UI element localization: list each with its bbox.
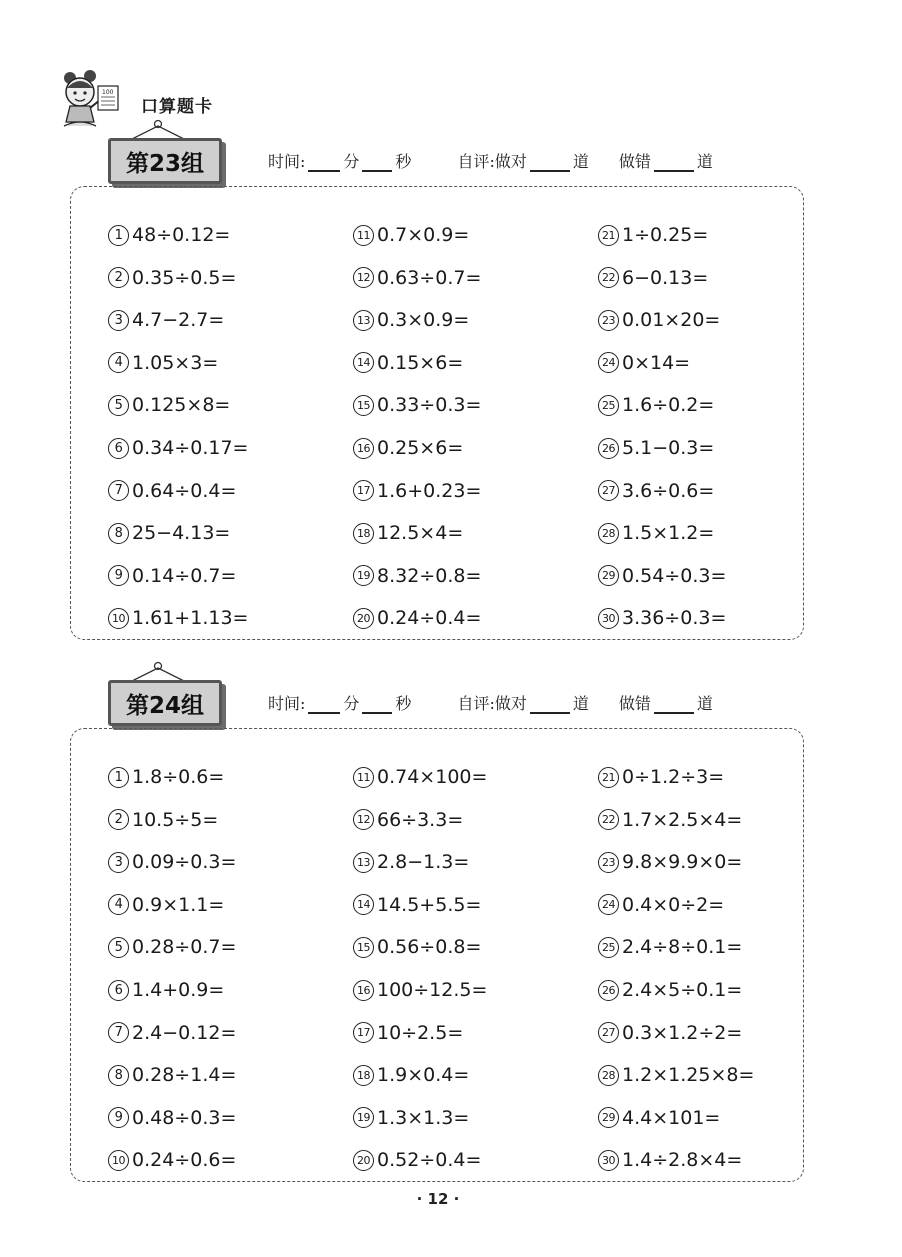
problem-item bbox=[108, 1018, 236, 1048]
problem-number: 29 bbox=[598, 565, 619, 586]
problem-item bbox=[108, 476, 236, 506]
problem-number: 4 bbox=[108, 352, 129, 373]
problem-expression: 0.35÷0.5= bbox=[132, 266, 237, 289]
self-eval-label: 自评:做对 bbox=[457, 694, 527, 713]
group-sign bbox=[108, 138, 222, 182]
problem-expression: 1.2×1.25×8= bbox=[622, 1064, 755, 1087]
problem-number: 1 bbox=[108, 225, 129, 246]
problem-number: 27 bbox=[598, 1022, 619, 1043]
problem-item bbox=[108, 1103, 236, 1133]
problem-item bbox=[598, 975, 742, 1005]
problem-item bbox=[598, 805, 742, 835]
problem-expression: 2.4−0.12= bbox=[132, 1021, 237, 1044]
problem-number: 2 bbox=[108, 809, 129, 830]
problem-number: 21 bbox=[598, 767, 619, 788]
problem-item bbox=[108, 890, 224, 920]
problem-item bbox=[353, 975, 487, 1005]
problem-number: 17 bbox=[353, 1022, 374, 1043]
problem-number: 20 bbox=[353, 608, 374, 629]
problem-expression: 0.28÷1.4= bbox=[132, 1064, 237, 1087]
problem-number: 27 bbox=[598, 480, 619, 501]
problem-item bbox=[598, 263, 708, 293]
correct-count-blank[interactable] bbox=[530, 156, 570, 172]
problem-item bbox=[108, 390, 230, 420]
problem-number: 1 bbox=[108, 767, 129, 788]
problem-expression: 66÷3.3= bbox=[377, 808, 464, 831]
wrong-count-blank[interactable] bbox=[654, 156, 694, 172]
time-label: 时间: bbox=[268, 152, 306, 171]
problem-expression: 1.3×1.3= bbox=[377, 1106, 470, 1129]
problem-expression: 0.3×1.2÷2= bbox=[622, 1021, 743, 1044]
problem-number: 8 bbox=[108, 523, 129, 544]
problem-expression: 3.36÷0.3= bbox=[622, 607, 727, 630]
dao-label: 道 bbox=[696, 152, 713, 171]
problem-number: 21 bbox=[598, 225, 619, 246]
problem-expression: 0.34÷0.17= bbox=[132, 437, 249, 459]
problem-number: 13 bbox=[353, 310, 374, 331]
problem-number: 12 bbox=[353, 809, 374, 830]
group-sign bbox=[108, 680, 222, 724]
minutes-blank[interactable] bbox=[308, 156, 340, 172]
problem-item bbox=[353, 518, 463, 548]
correct-count-blank[interactable] bbox=[530, 698, 570, 714]
problem-item bbox=[108, 1145, 236, 1175]
problem-expression: 0.14÷0.7= bbox=[132, 564, 237, 587]
problem-number: 5 bbox=[108, 395, 129, 416]
problem-expression: 25−4.13= bbox=[132, 522, 231, 545]
problem-item bbox=[353, 220, 469, 250]
problem-expression: 3.6÷0.6= bbox=[622, 479, 715, 502]
problem-expression: 0.48÷0.3= bbox=[132, 1106, 237, 1129]
problem-number: 25 bbox=[598, 937, 619, 958]
problem-number: 30 bbox=[598, 608, 619, 629]
svg-text:100: 100 bbox=[102, 89, 114, 96]
problem-number: 4 bbox=[108, 894, 129, 915]
problem-item bbox=[353, 890, 481, 920]
problem-number: 23 bbox=[598, 852, 619, 873]
problem-item bbox=[353, 762, 487, 792]
minutes-blank[interactable] bbox=[308, 698, 340, 714]
problem-expression: 2.8−1.3= bbox=[377, 851, 470, 874]
problem-number: 3 bbox=[108, 310, 129, 331]
problem-expression: 10÷2.5= bbox=[377, 1021, 464, 1044]
problem-item bbox=[108, 805, 218, 835]
problem-expression: 1.8÷0.6= bbox=[132, 766, 225, 788]
problem-expression: 1.5×1.2= bbox=[622, 522, 715, 545]
problem-number: 28 bbox=[598, 1065, 619, 1086]
problem-expression: 0.15×6= bbox=[377, 351, 464, 374]
group-title: 第24组 bbox=[125, 692, 204, 719]
problem-number: 23 bbox=[598, 310, 619, 331]
problem-number: 10 bbox=[108, 608, 129, 629]
problem-item bbox=[598, 1145, 742, 1175]
problem-expression: 5.1−0.3= bbox=[622, 437, 715, 459]
problem-item bbox=[108, 305, 224, 335]
problem-item bbox=[598, 518, 714, 548]
minutes-label: 分 bbox=[343, 694, 360, 713]
problem-number: 26 bbox=[598, 980, 619, 1001]
problem-item bbox=[353, 348, 463, 378]
problem-expression: 0.28÷0.7= bbox=[132, 936, 237, 959]
problem-expression: 1.61+1.13= bbox=[132, 607, 249, 630]
problem-item bbox=[108, 762, 224, 792]
problem-expression: 0.24÷0.4= bbox=[377, 607, 482, 630]
page-title: 口算题卡 bbox=[141, 97, 213, 117]
problem-item bbox=[108, 220, 230, 250]
girl-with-score-sheet-icon bbox=[58, 70, 122, 132]
problem-number: 13 bbox=[353, 852, 374, 873]
problem-expression: 2.4÷8÷0.1= bbox=[622, 936, 743, 959]
problem-number: 18 bbox=[353, 1065, 374, 1086]
problem-number: 15 bbox=[353, 395, 374, 416]
seconds-blank[interactable] bbox=[362, 698, 392, 714]
problem-number: 3 bbox=[108, 852, 129, 873]
seconds-label: 秒 bbox=[395, 152, 412, 171]
info-row bbox=[268, 690, 788, 714]
problem-item bbox=[598, 348, 690, 378]
problem-expression: 4.7−2.7= bbox=[132, 309, 225, 332]
problem-item bbox=[598, 476, 714, 506]
minutes-label: 分 bbox=[343, 152, 360, 171]
problem-number: 6 bbox=[108, 438, 129, 459]
problem-item bbox=[353, 847, 469, 877]
problem-item bbox=[598, 1018, 742, 1048]
problem-expression: 1.9×0.4= bbox=[377, 1064, 470, 1087]
problem-item bbox=[353, 805, 463, 835]
problem-item bbox=[598, 220, 708, 250]
problem-number: 22 bbox=[598, 809, 619, 830]
dao-label: 道 bbox=[572, 152, 589, 171]
problem-number: 26 bbox=[598, 438, 619, 459]
problem-number: 2 bbox=[108, 267, 129, 288]
problem-expression: 2.4×5÷0.1= bbox=[622, 979, 743, 1001]
problem-number: 5 bbox=[108, 937, 129, 958]
problem-expression: 100÷12.5= bbox=[377, 979, 488, 1001]
seconds-blank[interactable] bbox=[362, 156, 392, 172]
problem-number: 29 bbox=[598, 1107, 619, 1128]
problem-item bbox=[353, 433, 463, 463]
problem-item bbox=[353, 561, 481, 591]
problem-item bbox=[353, 263, 481, 293]
problem-expression: 1.4+0.9= bbox=[132, 979, 225, 1001]
group-title: 第23组 bbox=[125, 150, 204, 177]
problem-expression: 1.4÷2.8×4= bbox=[622, 1149, 743, 1172]
problem-expression: 1.7×2.5×4= bbox=[622, 808, 743, 831]
problem-number: 25 bbox=[598, 395, 619, 416]
problem-number: 14 bbox=[353, 352, 374, 373]
seconds-label: 秒 bbox=[395, 694, 412, 713]
problem-item bbox=[108, 1060, 236, 1090]
problem-expression: 0.52÷0.4= bbox=[377, 1149, 482, 1172]
problem-item bbox=[598, 932, 742, 962]
problem-number: 12 bbox=[353, 267, 374, 288]
problem-number: 19 bbox=[353, 565, 374, 586]
problem-item bbox=[598, 762, 724, 792]
problem-number: 18 bbox=[353, 523, 374, 544]
problem-expression: 1.05×3= bbox=[132, 351, 219, 374]
problem-number: 11 bbox=[353, 225, 374, 246]
problem-number: 7 bbox=[108, 480, 129, 501]
problem-item bbox=[353, 476, 481, 506]
problem-number: 7 bbox=[108, 1022, 129, 1043]
problem-number: 15 bbox=[353, 937, 374, 958]
problem-number: 9 bbox=[108, 565, 129, 586]
problem-item bbox=[353, 1103, 469, 1133]
dao-label: 道 bbox=[696, 694, 713, 713]
problem-item bbox=[108, 263, 236, 293]
problem-number: 30 bbox=[598, 1150, 619, 1171]
page-number: · 12 · bbox=[416, 1190, 460, 1208]
problem-item bbox=[353, 1060, 469, 1090]
problem-expression: 0.4×0÷2= bbox=[622, 893, 725, 916]
problem-expression: 1.6÷0.2= bbox=[622, 394, 715, 417]
problem-item bbox=[598, 847, 742, 877]
problem-expression: 0.74×100= bbox=[377, 766, 488, 788]
problem-item bbox=[353, 932, 481, 962]
problem-expression: 1.6+0.23= bbox=[377, 479, 482, 502]
problem-expression: 14.5+5.5= bbox=[377, 893, 482, 916]
problem-item bbox=[108, 518, 230, 548]
problem-item bbox=[353, 603, 481, 633]
problem-number: 16 bbox=[353, 438, 374, 459]
problem-item bbox=[598, 1103, 720, 1133]
problem-item bbox=[353, 1018, 463, 1048]
problem-item bbox=[353, 390, 481, 420]
problem-number: 19 bbox=[353, 1107, 374, 1128]
problem-number: 24 bbox=[598, 352, 619, 373]
problem-expression: 0.63÷0.7= bbox=[377, 266, 482, 289]
problem-item bbox=[108, 433, 248, 463]
problem-item bbox=[108, 603, 248, 633]
problem-expression: 0.01×20= bbox=[622, 309, 721, 332]
wrong-count-blank[interactable] bbox=[654, 698, 694, 714]
problem-number: 14 bbox=[353, 894, 374, 915]
problem-expression: 0.56÷0.8= bbox=[377, 936, 482, 959]
wrong-label: 做错 bbox=[618, 152, 651, 171]
problem-item bbox=[108, 847, 236, 877]
problem-expression: 8.32÷0.8= bbox=[377, 564, 482, 587]
problem-expression: 0.24÷0.6= bbox=[132, 1149, 237, 1172]
problem-expression: 0.125×8= bbox=[132, 394, 231, 417]
problem-expression: 0.33÷0.3= bbox=[377, 394, 482, 417]
problem-item bbox=[108, 561, 236, 591]
problem-item bbox=[108, 348, 218, 378]
problem-expression: 6−0.13= bbox=[622, 266, 709, 289]
self-eval-label: 自评:做对 bbox=[457, 152, 527, 171]
problem-number: 9 bbox=[108, 1107, 129, 1128]
problem-expression: 0.64÷0.4= bbox=[132, 479, 237, 502]
problem-item bbox=[598, 433, 714, 463]
problem-item bbox=[598, 305, 720, 335]
problem-number: 24 bbox=[598, 894, 619, 915]
group-title-board bbox=[108, 138, 222, 184]
problem-expression: 0.3×0.9= bbox=[377, 309, 470, 332]
problem-item bbox=[353, 305, 469, 335]
problem-item bbox=[598, 561, 726, 591]
problem-expression: 4.4×101= bbox=[622, 1106, 721, 1129]
problem-number: 16 bbox=[353, 980, 374, 1001]
problem-expression: 0×14= bbox=[622, 351, 691, 374]
problem-number: 11 bbox=[353, 767, 374, 788]
group-title-board bbox=[108, 680, 222, 726]
problem-item bbox=[598, 390, 714, 420]
wrong-label: 做错 bbox=[618, 694, 651, 713]
dao-label: 道 bbox=[572, 694, 589, 713]
problem-expression: 0.7×0.9= bbox=[377, 224, 470, 246]
problem-item bbox=[598, 603, 726, 633]
problem-expression: 0÷1.2÷3= bbox=[622, 766, 725, 788]
problem-item bbox=[598, 1060, 754, 1090]
problem-number: 20 bbox=[353, 1150, 374, 1171]
problem-expression: 0.54÷0.3= bbox=[622, 564, 727, 587]
problem-number: 6 bbox=[108, 980, 129, 1001]
info-row bbox=[268, 148, 788, 172]
problem-expression: 0.25×6= bbox=[377, 437, 464, 459]
problem-item bbox=[108, 932, 236, 962]
problem-number: 22 bbox=[598, 267, 619, 288]
problem-expression: 0.9×1.1= bbox=[132, 893, 225, 916]
time-label: 时间: bbox=[268, 694, 306, 713]
problem-item bbox=[108, 975, 224, 1005]
problem-expression: 9.8×9.9×0= bbox=[622, 851, 743, 874]
problem-item bbox=[353, 1145, 481, 1175]
problem-number: 17 bbox=[353, 480, 374, 501]
problem-expression: 12.5×4= bbox=[377, 522, 464, 545]
problem-expression: 1÷0.25= bbox=[622, 224, 709, 246]
problem-item bbox=[598, 890, 724, 920]
problem-number: 28 bbox=[598, 523, 619, 544]
problem-number: 8 bbox=[108, 1065, 129, 1086]
problem-expression: 0.09÷0.3= bbox=[132, 851, 237, 874]
problem-expression: 10.5÷5= bbox=[132, 808, 219, 831]
problem-number: 10 bbox=[108, 1150, 129, 1171]
problem-expression: 48÷0.12= bbox=[132, 224, 231, 246]
